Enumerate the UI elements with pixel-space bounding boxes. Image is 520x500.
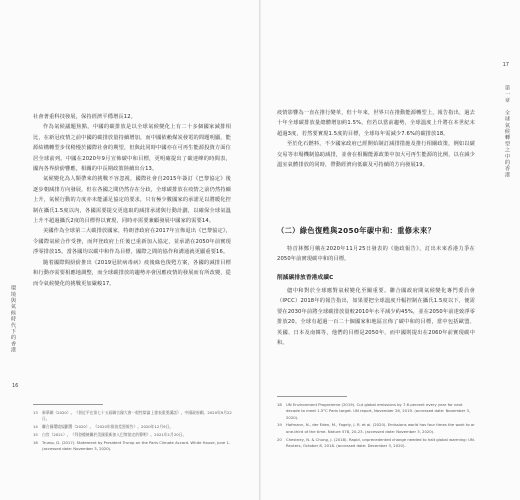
paragraph: 美國作為全球第二大碳排放國家，特朗普政府在2017年宣佈退出《巴黎協定》，令國際氣候合作受挫，而拜登政府上任後已重新加入協定，並承諾在2050年前實現淨零排放15。當各國均以碳中和作為目標，國際之間的協作和溝通就更顯重要16。 bbox=[33, 228, 231, 256]
section-heading: （二）綠色復甦與2050年碳中和：重修未來？ bbox=[277, 226, 436, 235]
paragraph: 特首林鄭月娥在2020年11月25日發表的《施政報告》，訂出未來香港力爭在2050年前實現碳中和的目標。 bbox=[277, 246, 475, 263]
right-body-text-bottom bbox=[277, 286, 475, 348]
paragraph: 社會著重科技發展，保持經濟平穩增長12。 bbox=[33, 114, 136, 120]
footnote-number: 18 bbox=[277, 402, 282, 407]
footnote-text: 白宮（2021）。《拜登總統關於美國重新加入巴黎協定的聲明》。2021年1月20日。 bbox=[42, 432, 187, 438]
left-running-title: 環境與氣候時代下的香港 bbox=[10, 285, 16, 354]
left-page-number: 16 bbox=[12, 383, 19, 389]
footnote-number: 16 bbox=[33, 439, 38, 445]
paragraph: 疫情影響為一直在推行變革，但十年來，世界只在推動能源轉型上，報告指出，過去十年全球碳排放量總體增加約1.5%，但若以當前趨勢，全球溫度上升將在本世紀末超過3度，若然要實現1.5度的目標，全球每年需減少7.6%的碳排放18。 bbox=[277, 110, 475, 137]
left-footnotes bbox=[33, 410, 233, 454]
footnote-number: 20 bbox=[277, 436, 282, 442]
footnote bbox=[33, 410, 233, 423]
footnote-divider bbox=[277, 396, 347, 397]
left-body-text bbox=[33, 112, 231, 289]
right-footnotes bbox=[277, 402, 477, 451]
footnote-text: UN Environment Programme (2019). Cut global emissions by 7.6 percent every year for next decade to meet 1.5°C Paris target. UN report, November 26, 2019. (accessed date: November 3, 2020). bbox=[286, 402, 471, 420]
right-page-number: 17 bbox=[502, 62, 509, 68]
footnote-number: 13 bbox=[33, 410, 38, 415]
footnote bbox=[33, 424, 233, 430]
paragraph: 儘中和對於全球應對氣候變化至關重要。聯合國政府間氣候變化專門委員會（IPCC）2018年的報告指出，如果要把全球溫度升幅控制在攝氏1.5度以下，便需要在2030年前將全球碳排放量較2010年水平減少約45%，並在2050年前達致淨零排放20。全球有超過一百二十個國家和地區宣佈了碳中和的目標，當中包括歐盟、英國、日本及南韓等，他們的目標是2050年，而中國則提出在2060年前實現碳中和。 bbox=[277, 288, 475, 347]
right-running-title: 第一章 全球氣候轉型之中的香港 bbox=[504, 85, 510, 178]
footnote-number: 19 bbox=[277, 422, 282, 428]
footnote-text: Trump, D. (2017). Statement by President Trump on the Paris Climate Accord. White House, June 1. (accessed date: November 3, 2020). bbox=[42, 439, 231, 452]
paragraph: 氣候變化為人類帶來的挑戰不容忽視，國際社會自2015年簽訂《巴黎協定》後逐步朝減排方向發展，但在各國之間仍然存在分歧，全球碳排放在疫情之前仍然持續上升，氣候行動的力度亦未能滿足協定的要求，只有極少數國家的承諾足以將暖化控制在攝氏1.5度以內，各國需要提交更進取的減排承諾與行動計劃，以確保全球氣溫上升不超過攝氏2度的目標得以實現，同時亦需要兼顧發展中國家的需要14。 bbox=[33, 176, 231, 225]
right-page bbox=[261, 0, 520, 500]
paragraph: 作為氣候議題焦點，中國的碳排放是以全球氣候變化上有二十多個國家減排相比，在新冠疫情之前中國的碳排放量持續增加，而中國依賴煤炭發電的問題明顯，能源結構轉型步伐稍慢於國際社會的期望，但與此同時中國亦在可再生能源投資方面位居全球前列。中國在2020年9月宣佈碳中和目標，更明確提出了碳達峰的時間表，國內各界紛紛響應，相關的中長期政策陸續出台13。 bbox=[33, 124, 231, 173]
footnote-text: Hofmann, N., der Eden, M., Fogely, J. R. et al. (2020). Emissions world has four times the work to or one-third of the time. Nature 578, 20-23. (accessed date: November 3, 2020). bbox=[286, 422, 475, 434]
footnote-divider bbox=[33, 404, 103, 405]
footnote bbox=[33, 440, 233, 453]
footnote bbox=[277, 402, 477, 421]
left-page bbox=[0, 0, 259, 500]
section-intro bbox=[277, 244, 475, 265]
footnote-text: Chestney, N. & Chung, J. (2018). Rapid, unprecedented change needed to halt global warming: UN. Reuters, October 8, 2018. (accessed date: December 3, 2020). bbox=[286, 436, 475, 448]
footnote-number: 15 bbox=[33, 432, 38, 438]
footnote-text: 聯合國環境規劃署（2020）。《2020年排放差距報告》。2020年12月9日。 bbox=[42, 424, 174, 430]
footnote bbox=[33, 432, 233, 438]
right-body-text-top bbox=[277, 108, 475, 170]
subheading: 削減碳排放香港成績C bbox=[277, 275, 334, 281]
footnote-text: 新華網（2020）。《習近平在第七十五屆聯合國大會一般性辯論上發表重要講話》。中國政府網。2020年9月22日。 bbox=[42, 410, 232, 422]
paragraph: 至於化石燃料，不少國家政府已經開始制訂減排措施及推行相關政策，例如以碳交易等市場機制協助減排，並會在相關能源政策中加大可再生能源的比例，以在減少溫室氣體排放的同時，帶動經濟向低碳及可持續的方向發展19。 bbox=[277, 141, 475, 169]
footnote bbox=[277, 437, 477, 450]
footnote bbox=[277, 422, 477, 435]
paragraph: 隨着國際間紛紛推出《2019冠狀病毒病》疫後綠色復甦方案，各國的減排目標和行動亦需要相應地調整，而全球碳排放的趨勢亦會因應疫情的發展而有所改變，從而令氣候變化的挑戰更加嚴峻17。 bbox=[33, 259, 231, 287]
footnote-number: 14 bbox=[33, 424, 38, 430]
